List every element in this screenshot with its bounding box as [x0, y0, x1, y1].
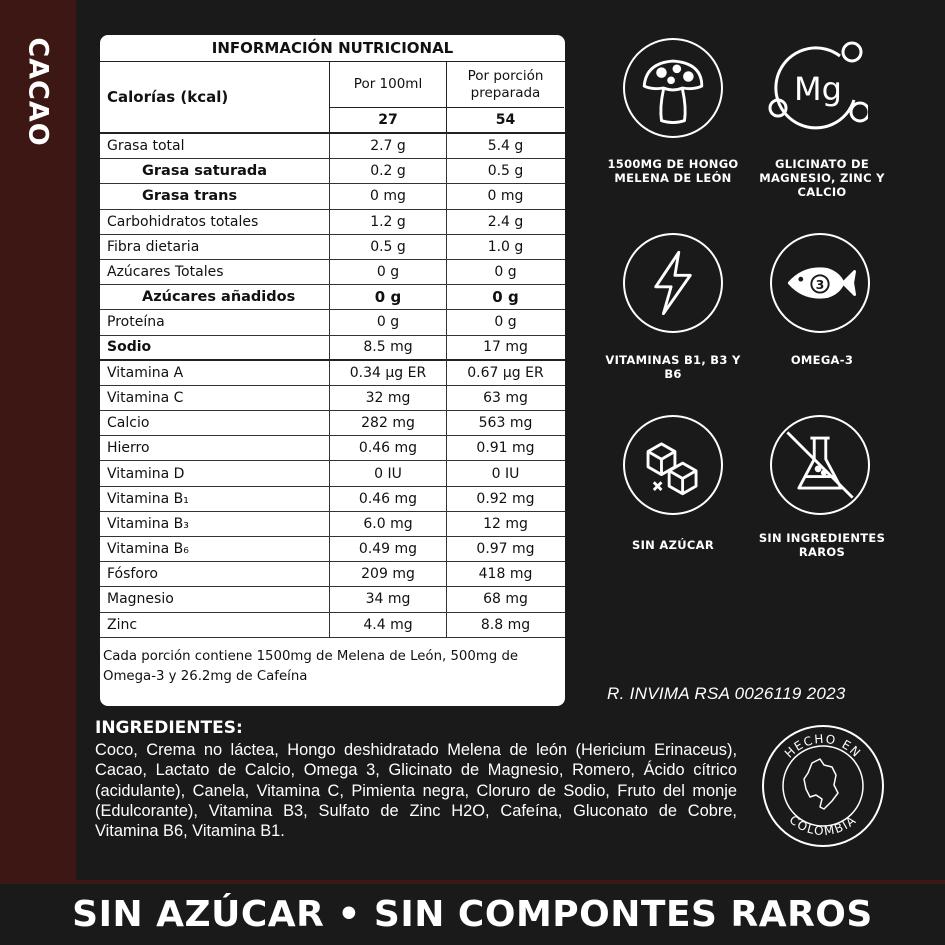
invima-registration: R. INVIMA RSA 0026119 2023	[607, 684, 846, 703]
value-per-portion: 17 mg	[483, 339, 528, 356]
value-per-portion: 68 mg	[483, 591, 528, 608]
nutrient-name: Carbohidratos totales	[100, 210, 330, 234]
value-per-portion: 8.8 mg	[480, 616, 531, 633]
omega-number: 3	[815, 276, 825, 292]
nutrient-name: Grasa total	[100, 134, 330, 158]
feature-label-vitamins: VITAMINAS B1, B3 Y B6	[605, 353, 741, 381]
nutrition-row	[100, 336, 565, 361]
value-per-portion: 0.67 µg ER	[467, 364, 544, 381]
value-per-portion: 0.97 mg	[476, 541, 535, 558]
nutrient-name: Fósforo	[100, 562, 330, 586]
nutrition-footnote: Cada porción contiene 1500mg de Melena de León, 500mg de Omega-3 y 26.2mg de Cafeína	[103, 648, 519, 684]
ingredients-text: Coco, Crema no láctea, Hongo deshidratado Melena de león (Hericium Erinaceus), Cacao, Lactato de Calcio, Omega 3, Glicinato de Magnesio, Romero, Ácido cítrico (acidulante), Canela, Vitamina C, Pimienta negra, Cloruro de Sodio, Fruto del monje (Edulcorante), Vitamina B3, Sulfato de Zinc H2O, Cafeína, Gluconato de Cobre, Vitamina B6, Vitamina B1.	[95, 741, 737, 841]
value-per-100ml: 0 IU	[330, 461, 447, 485]
nutrition-header	[100, 62, 565, 134]
value-per-portion: 0 g	[494, 264, 517, 281]
value-per-100ml: 0.49 mg	[330, 537, 447, 561]
feature-label-omega: OMEGA-3	[790, 353, 854, 367]
flavor-label: CACAO	[22, 37, 54, 147]
nutrient-name: Vitamina D	[100, 461, 330, 485]
nutrition-rows	[100, 134, 565, 638]
value-per-100ml: 6.0 mg	[330, 512, 447, 536]
feature-label-magnesium: GLICINATO DE MAGNESIO, ZINC Y CALCIO	[759, 157, 885, 199]
bottom-banner	[0, 880, 945, 945]
nutrition-title: INFORMACIÓN NUTRICIONAL	[100, 35, 565, 62]
magnesium-symbol: Mg	[794, 70, 842, 108]
value-per-100ml: 8.5 mg	[330, 336, 447, 359]
column-per-100ml	[330, 62, 447, 132]
value-per-portion: 0.92 mg	[476, 490, 535, 507]
value-per-100ml: 4.4 mg	[330, 613, 447, 637]
value-per-100ml: 209 mg	[330, 562, 447, 586]
nutrient-name: Vitamina B₆	[100, 537, 330, 561]
nutrition-row	[100, 587, 565, 612]
value-per-100ml: 0 g	[330, 285, 447, 309]
colombia-map-icon	[804, 759, 838, 809]
value-per-100ml: 0 g	[330, 310, 447, 334]
magnesium-icon	[768, 38, 868, 138]
nutrient-name: Grasa saturada	[100, 159, 330, 183]
value-per-100ml: 0 g	[330, 260, 447, 284]
nutrition-row	[100, 285, 565, 310]
nutrition-row	[100, 134, 565, 159]
value-per-portion: 2.4 g	[487, 213, 524, 230]
nutrition-row	[100, 411, 565, 436]
value-per-100ml: 2.7 g	[330, 134, 447, 158]
nutrient-name: Magnesio	[100, 587, 330, 611]
value-per-portion: 418 mg	[478, 566, 533, 583]
calories-label: Calorías (kcal)	[100, 62, 330, 132]
nutrition-row	[100, 613, 565, 638]
value-per-portion: 5.4 g	[487, 138, 524, 155]
nutrition-row	[100, 386, 565, 411]
nutrition-row	[100, 487, 565, 512]
mushroom-icon	[623, 38, 723, 138]
feature-label-mushroom: 1500MG DE HONGO MELENA DE LEÓN	[607, 157, 739, 185]
side-panel	[0, 0, 76, 880]
nutrient-name: Grasa trans	[100, 184, 330, 208]
nutrition-row	[100, 361, 565, 386]
nutrient-name: Proteína	[100, 310, 330, 334]
ingredients-title: INGREDIENTES:	[95, 718, 243, 738]
nutrition-row	[100, 184, 565, 209]
nutrition-row	[100, 461, 565, 486]
value-per-100ml: 0.46 mg	[330, 436, 447, 460]
value-per-100ml: 0 mg	[330, 184, 447, 208]
nutrition-row	[100, 310, 565, 335]
value-per-portion: 12 mg	[483, 515, 528, 532]
value-per-portion: 0 g	[492, 288, 519, 307]
calories-portion: 54	[495, 112, 516, 128]
value-per-100ml: 1.2 g	[330, 210, 447, 234]
value-per-portion: 0.5 g	[487, 163, 524, 180]
value-per-portion: 0 g	[494, 314, 517, 331]
value-per-portion: 0.91 mg	[476, 440, 535, 457]
value-per-portion: 1.0 g	[487, 238, 524, 255]
nutrition-row	[100, 235, 565, 260]
nutrition-row	[100, 260, 565, 285]
value-per-100ml: 0.34 µg ER	[330, 361, 447, 385]
value-per-100ml: 32 mg	[330, 386, 447, 410]
nutrition-row	[100, 210, 565, 235]
column-per-portion	[447, 62, 564, 132]
col1-header: Por 100ml	[330, 62, 446, 108]
made-in-colombia-seal	[760, 723, 886, 849]
nutrient-name: Sodio	[100, 336, 330, 359]
lightning-icon	[623, 233, 723, 333]
banner-text: SIN AZÚCAR • SIN COMPONTES RAROS	[72, 894, 873, 935]
col2-header: Por porción preparada	[447, 62, 564, 108]
nutrient-name: Calcio	[100, 411, 330, 435]
svg-text:COLOMBIA	[787, 813, 860, 839]
no-flask-icon	[770, 415, 870, 515]
value-per-portion: 63 mg	[483, 389, 528, 406]
nutrition-row	[100, 562, 565, 587]
sugar-cubes-icon	[623, 415, 723, 515]
nutrient-name: Azúcares Totales	[100, 260, 330, 284]
value-per-portion: 563 mg	[478, 415, 533, 432]
nutrient-name: Vitamina A	[100, 361, 330, 385]
nutrition-row	[100, 436, 565, 461]
value-per-portion: 0 IU	[491, 465, 520, 482]
nutrient-name: Vitamina B₁	[100, 487, 330, 511]
value-per-100ml: 0.2 g	[330, 159, 447, 183]
nutrient-name: Vitamina B₃	[100, 512, 330, 536]
fish-icon	[770, 233, 870, 333]
seal-top-text: HECHO EN	[781, 731, 865, 761]
nutrition-row	[100, 537, 565, 562]
nutrition-row	[100, 512, 565, 537]
nutrient-name: Azúcares añadidos	[100, 285, 330, 309]
nutrient-name: Vitamina C	[100, 386, 330, 410]
value-per-100ml: 0.46 mg	[330, 487, 447, 511]
nutrient-name: Hierro	[100, 436, 330, 460]
nutrition-table	[100, 35, 565, 706]
value-per-100ml: 0.5 g	[330, 235, 447, 259]
value-per-portion: 0 mg	[487, 188, 524, 205]
value-per-100ml: 34 mg	[330, 587, 447, 611]
nutrient-name: Fibra dietaria	[100, 235, 330, 259]
feature-label-no-sugar: SIN AZÚCAR	[632, 538, 714, 552]
value-per-100ml: 282 mg	[330, 411, 447, 435]
nutrient-name: Zinc	[100, 613, 330, 637]
seal-bottom-text: COLOMBIA	[786, 812, 860, 839]
feature-label-no-weird: SIN INGREDIENTES RAROS	[758, 531, 886, 559]
calories-100ml: 27	[378, 112, 398, 128]
nutrition-row	[100, 159, 565, 184]
